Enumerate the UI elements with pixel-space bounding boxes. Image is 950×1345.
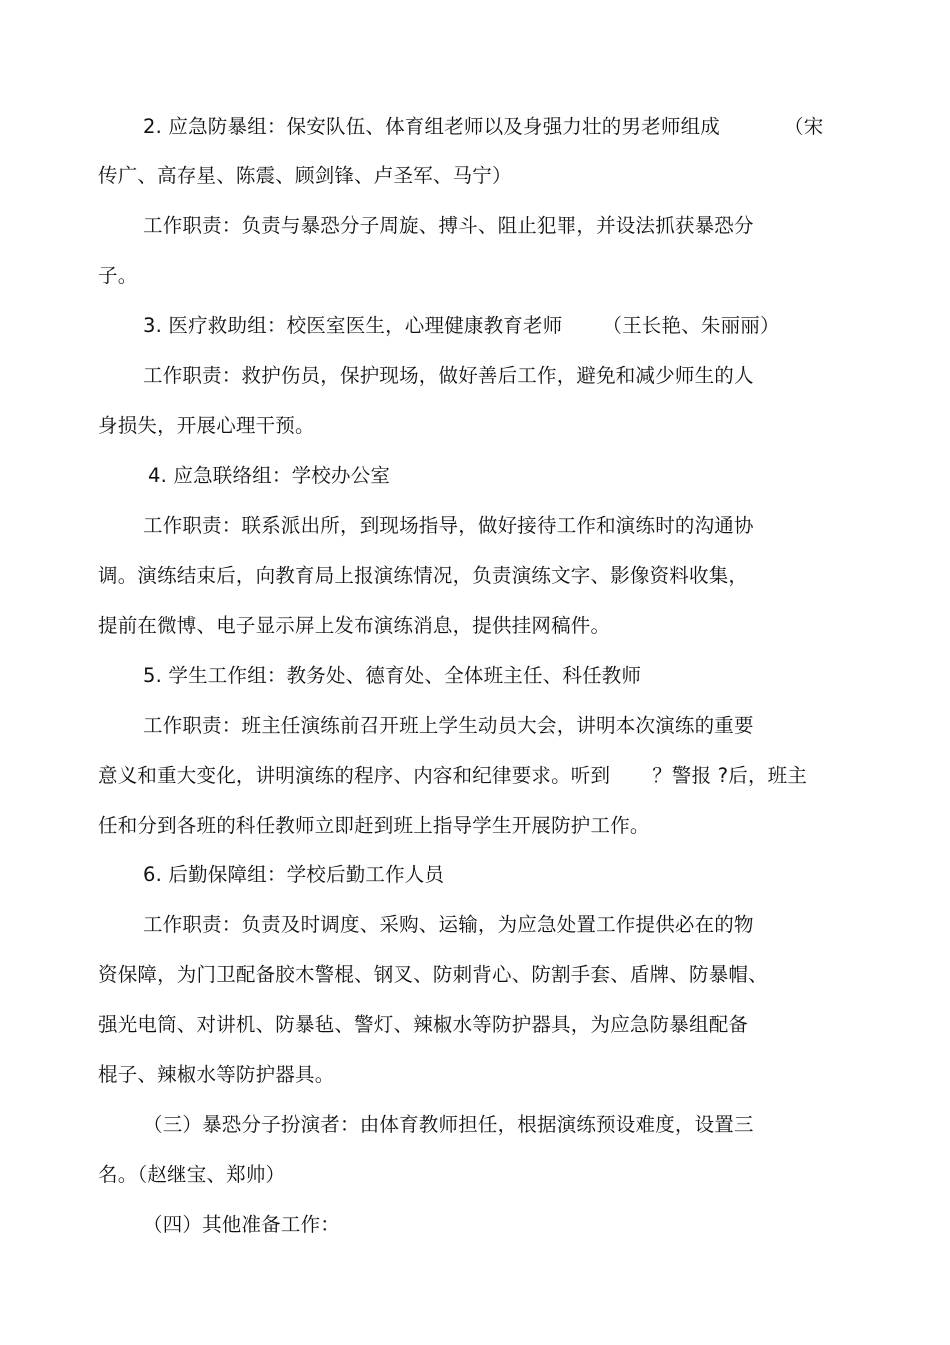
line-text: 工作职责：联系派出所，到现场指导，做好接待工作和演练时的沟通协 [143,514,754,537]
line-text: 3. 医疗救助组：校医室医生，心理健康教育老师 [143,314,563,337]
line-text: 2. 应急防暴组：保安队伍、体育组老师以及身强力壮的男老师组成 [143,115,721,138]
paragraph-line [98,962,768,988]
paragraph-line [98,1012,748,1038]
line-text: 强光电筒、对讲机、防暴毡、警灯、辣椒水等防护器具，为应急防暴组配备 [98,1013,749,1036]
line-text-tail: （王长艳、朱丽丽） [602,314,780,337]
line-text: 工作职责：负责与暴恐分子周旋、搏斗、阻止犯罪，并设法抓获暴恐分 [143,214,754,237]
line-text: 提前在微博、电子显示屏上发布演练消息，提供挂网稿件。 [98,614,611,637]
paragraph-line [98,613,610,639]
line-text: 调。演练结束后，向教育局上报演练情况，负责演练文字、影像资料收集， [98,564,749,587]
paragraph-line [143,313,780,339]
paragraph-line [143,363,754,389]
line-text: 5. 学生工作组：教务处、德育处、全体班主任、科任教师 [143,664,642,687]
line-text: 子。 [98,264,138,287]
paragraph-line [143,663,641,689]
paragraph-line [143,862,444,888]
paragraph-line [143,713,754,739]
line-text: 身损失，开展心理干预。 [98,414,315,437]
paragraph-line [98,163,512,189]
paragraph-line [143,1212,340,1238]
line-text: 意义和重大变化，讲明演练的程序、内容和纪律要求。听到 [98,764,611,787]
line-text: （三）暴恐分子扮演者：由体育教师担任，根据演练预设难度，设置三 [143,1113,754,1136]
line-text: 6. 后勤保障组：学校后勤工作人员 [143,863,445,886]
paragraph-line [98,263,137,289]
line-text: 名。（赵继宝、郑帅） [98,1163,286,1186]
paragraph-line [143,513,754,539]
line-text-tail: （宋 [784,115,824,138]
line-text: 4. 应急联络组：学校办公室 [148,464,391,487]
paragraph-line [148,463,390,489]
paragraph-line [98,1162,285,1188]
paragraph-line [143,213,754,239]
line-text: 资保障，为门卫配备胶木警棍、钢叉、防刺背心、防割手套、盾牌、防暴帽、 [98,963,768,986]
paragraph-line [143,1112,754,1138]
line-text: 传广、高存星、陈震、顾剑锋、卢圣军、马宁） [98,164,512,187]
paragraph-line [143,912,754,938]
line-text: 任和分到各班的科任教师立即赶到班上指导学生开展防护工作。 [98,814,650,837]
line-text: 棍子、辣椒水等防护器具。 [98,1063,335,1086]
paragraph-line [98,763,807,789]
paragraph-line [98,563,748,589]
line-text-tail: ？警报 ?后，班主 [652,764,808,787]
line-text: （四）其他准备工作： [143,1213,341,1236]
line-text: 工作职责：班主任演练前召开班上学生动员大会，讲明本次演练的重要 [143,714,754,737]
paragraph-line [98,813,650,839]
paragraph-line [98,1062,334,1088]
line-text: 工作职责：救护伤员，保护现场，做好善后工作，避免和减少师生的人 [143,364,754,387]
paragraph-line [143,114,823,140]
line-text: 工作职责：负责及时调度、采购、运输，为应急处置工作提供必在的物 [143,913,754,936]
paragraph-line [98,413,315,439]
